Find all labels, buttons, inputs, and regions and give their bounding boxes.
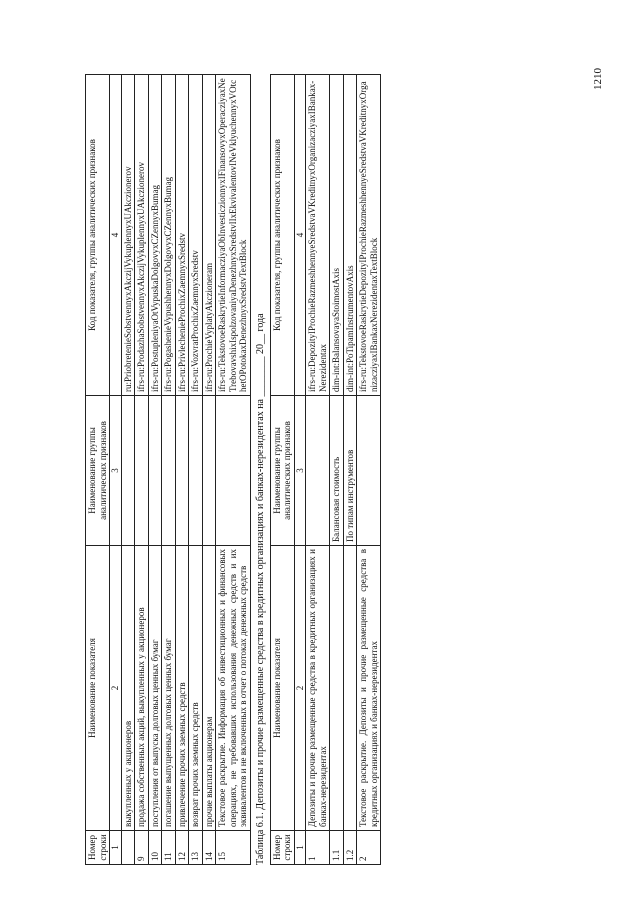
table-row bbox=[121, 75, 135, 865]
indicator-code: ifrs-ru:PostupleniyaOtVypuskaDolgovyxCZennyxBumag bbox=[148, 75, 162, 396]
header-group-name: Наименование группы аналитических признаков bbox=[86, 396, 110, 546]
table-row bbox=[216, 75, 251, 865]
row-number: 2 bbox=[357, 831, 381, 865]
indicator-name: выкупленных у акционеров bbox=[121, 546, 135, 831]
header-group-name: Наименование группы аналитических признаков bbox=[270, 396, 294, 546]
header-indicator-code: Код показателя, группы аналитических признаков bbox=[270, 75, 294, 396]
group-name bbox=[216, 396, 251, 546]
table-row bbox=[330, 75, 344, 865]
row-number bbox=[121, 831, 135, 865]
page-number: 1210 bbox=[592, 68, 604, 90]
table-row bbox=[306, 75, 330, 865]
group-name bbox=[175, 396, 189, 546]
row-number: 14 bbox=[202, 831, 216, 865]
group-name bbox=[135, 396, 149, 546]
table-row bbox=[162, 75, 176, 865]
table-row bbox=[135, 75, 149, 865]
indicator-name: продажа собственных акций, выкупленных у акционеров bbox=[135, 546, 149, 831]
group-name: Балансовая стоимость bbox=[330, 396, 344, 546]
table-caption: Таблица 6.1. Депозиты и прочие размещенные средства в кредитных организациях и банках-нерезидентах на ________ 20__ года bbox=[254, 313, 266, 865]
group-name bbox=[162, 396, 176, 546]
row-number: 1 bbox=[306, 831, 330, 865]
indicator-name: привлечение прочих заемных средств bbox=[175, 546, 189, 831]
indicator-name: Депозиты и прочие размещенные средства в кредитных организациях и банках-нерезидентах bbox=[306, 546, 330, 831]
indicator-name: возврат прочих заемных средств bbox=[189, 546, 203, 831]
indicator-name: поступления от выпуска долговых ценных бумаг bbox=[148, 546, 162, 831]
column-number: 3 bbox=[294, 396, 306, 546]
group-name bbox=[121, 396, 135, 546]
column-number: 2 bbox=[294, 546, 306, 831]
table-top-column-numbers bbox=[110, 75, 122, 865]
row-number: 15 bbox=[216, 831, 251, 865]
header-indicator-name: Наименование показателя bbox=[86, 546, 110, 831]
header-row-number: Номер строки bbox=[270, 831, 294, 865]
indicator-name bbox=[343, 546, 357, 831]
table-row bbox=[202, 75, 216, 865]
row-number: 13 bbox=[189, 831, 203, 865]
table-row bbox=[175, 75, 189, 865]
indicator-code: ifrs-ru:VozvratProchixZaemnyxSredstv bbox=[189, 75, 203, 396]
table-bottom bbox=[270, 74, 382, 865]
header-row-number: Номер строки bbox=[86, 831, 110, 865]
table-row bbox=[343, 75, 357, 865]
table-row bbox=[189, 75, 203, 865]
table-top bbox=[85, 74, 251, 865]
header-indicator-code: Код показателя, группы аналитических признаков bbox=[86, 75, 110, 396]
row-number: 1.1 bbox=[330, 831, 344, 865]
group-name bbox=[357, 396, 381, 546]
indicator-code: dim-int:PoTipamInstrumentovAxis bbox=[343, 75, 357, 396]
indicator-code: ifrs-ru:TekstovoeRaskrytieDepozityIProchieRazmeshhennyeSredstvaVKreditnyxOrganizacziyaxIBankaxNerezidentaxTextBlock bbox=[357, 75, 381, 396]
row-number: 10 bbox=[148, 831, 162, 865]
group-name bbox=[148, 396, 162, 546]
indicator-name: Текстовое раскрытие. Информация об инвестиционных и финансовых операциях, не требовавших использования денежных средств и их эквивалентов и не включенных в отчет о потоках денежных средств bbox=[216, 546, 251, 831]
indicator-code: ifrs-ru:TekstovoeRaskrytieInformacziyaObInvesticzionnyxIFinansovyxOperacziyaxNeTrebovavshixIspolzovaniyaDenezhnyxSredstvIIxEkvivalentovINeVklyuchennyxVOtchetOPotokaxDenezhnyxSredstvTextBlock bbox=[216, 75, 251, 396]
indicator-code: ifrs-ru:DepozityIProchieRazmeshhennyeSredstvaVKreditnyxOrganizacziyaxIBankax-Nerezidentax bbox=[306, 75, 330, 396]
group-name bbox=[189, 396, 203, 546]
table-bottom-header-row bbox=[270, 75, 294, 865]
group-name bbox=[202, 396, 216, 546]
group-name bbox=[306, 396, 330, 546]
table-row bbox=[148, 75, 162, 865]
row-number: 11 bbox=[162, 831, 176, 865]
indicator-name: прочие выплаты акционерам bbox=[202, 546, 216, 831]
table-row bbox=[357, 75, 381, 865]
indicator-code: ru:PriobretenieSobstvennyxAkczijVykuplennyxUAkczionerov bbox=[121, 75, 135, 396]
row-number: 9 bbox=[135, 831, 149, 865]
indicator-name: погашение выпущенных долговых ценных бумаг bbox=[162, 546, 176, 831]
column-number: 4 bbox=[294, 75, 306, 396]
table-top-header-row bbox=[86, 75, 110, 865]
indicator-code: ifrs-ru:ProdazhaSobstvennyxAkczijVykuplennyxUAkczionerov bbox=[135, 75, 149, 396]
indicator-code: ifrs-ru:PrivlechenieProchixZaemnyxSredstv bbox=[175, 75, 189, 396]
rotated-page-content bbox=[85, 65, 555, 865]
row-number: 12 bbox=[175, 831, 189, 865]
table-bottom-column-numbers bbox=[294, 75, 306, 865]
column-number: 1 bbox=[294, 831, 306, 865]
column-number: 4 bbox=[110, 75, 122, 396]
group-name: По типам инструментов bbox=[343, 396, 357, 546]
indicator-code: dim-int:BalansovayaStoimostAxis bbox=[330, 75, 344, 396]
indicator-code: ifrs-ru:PogashenieVypushhennyxDolgovyxCZennyxBumag bbox=[162, 75, 176, 396]
row-number: 1.2 bbox=[343, 831, 357, 865]
column-number: 1 bbox=[110, 831, 122, 865]
header-indicator-name: Наименование показателя bbox=[270, 546, 294, 831]
indicator-name: Текстовое раскрытие. Депозиты и прочие размещенные средства в кредитных организациях и банках-нерезидентах bbox=[357, 546, 381, 831]
indicator-name bbox=[330, 546, 344, 831]
column-number: 2 bbox=[110, 546, 122, 831]
column-number: 3 bbox=[110, 396, 122, 546]
indicator-code: ifrs-ru:ProchieVyplatyAkczioneram bbox=[202, 75, 216, 396]
